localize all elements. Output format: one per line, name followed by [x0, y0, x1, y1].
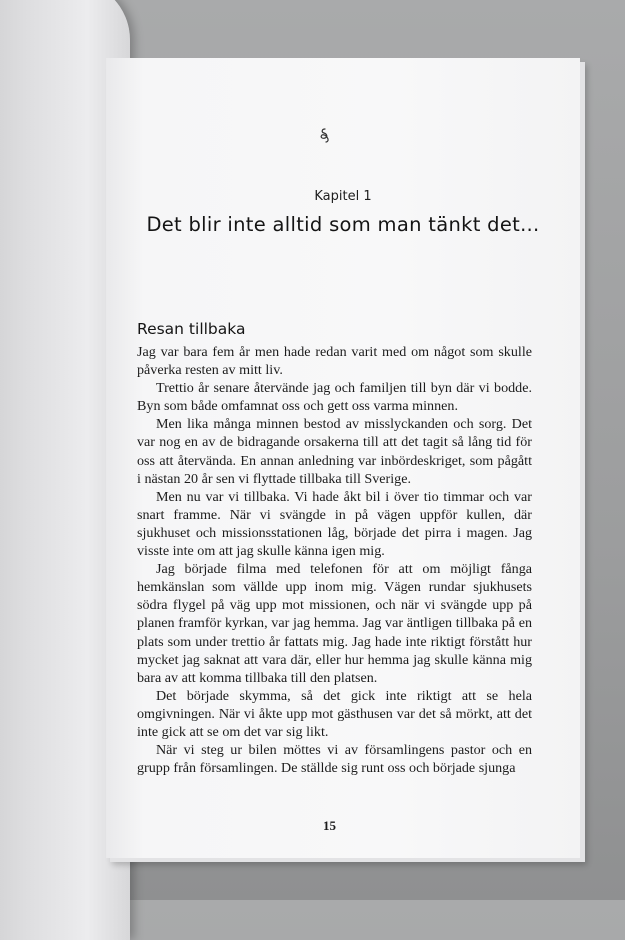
section-heading: Resan tillbaka — [137, 320, 246, 338]
paragraph: Men lika många minnen bestod av misslyckanden och sorg. Det var nog en av de bidragande orsakerna till att det tagit så lång tid för oss att återvända. En annan anledning var inbördeskriget, som pågått i nästan 20 år sen vi flyttade tillbaka till Sverige. — [137, 416, 532, 487]
paragraph: Men nu var vi tillbaka. Vi hade åkt bil i över tio timmar och var snart framme. När vi svängde in på vägen uppför kullen, där sjukhuset och missionsstationen låg, började det pirra i magen. Jag visste inte om att jag skulle känna igen mig. — [137, 488, 532, 560]
paragraph: När vi steg ur bilen möttes vi av församlingens pastor och en grupp från församlingen. De ställde sig runt oss och började sjunga — [137, 742, 532, 777]
page-number: 15 — [323, 818, 336, 833]
chapter-title: Det blir inte alltid som man tänkt det... — [146, 213, 540, 236]
paragraph: Jag började filma med telefonen för att om möjligt fånga hemkänslan som vällde upp inom mig. Vägen rundar sjukhusets södra flygel på väg upp mot missionen, och när vi svängde upp på planen framför kyrkan, var jag hemma. Jag var äntligen tillbaka på en plats som under trettio år fattats mig. Jag hade inte riktigt förstått hur mycket jag saknat att vara där, eller hur hemma jag skulle känna mig bara av att komma tillbaka till den platsen. — [137, 561, 532, 686]
paragraph: Trettio år senare återvände jag och familjen till byn där vi bodde. Byn som både omfamnat oss och gett oss varma minnen. — [137, 380, 532, 415]
flourish-icon — [315, 126, 335, 146]
paragraph: Jag var bara fem år men hade redan varit med om något som skulle påverka resten av mitt liv. — [137, 344, 532, 379]
chapter-label: Kapitel 1 — [314, 189, 372, 204]
paragraph: Det började skymma, så det gick inte riktigt att se hela omgivningen. När vi åkte upp mot gästhusen var det så mörkt, att det inte gick att se om det var sig likt. — [137, 687, 532, 740]
body-text — [137, 343, 532, 777]
